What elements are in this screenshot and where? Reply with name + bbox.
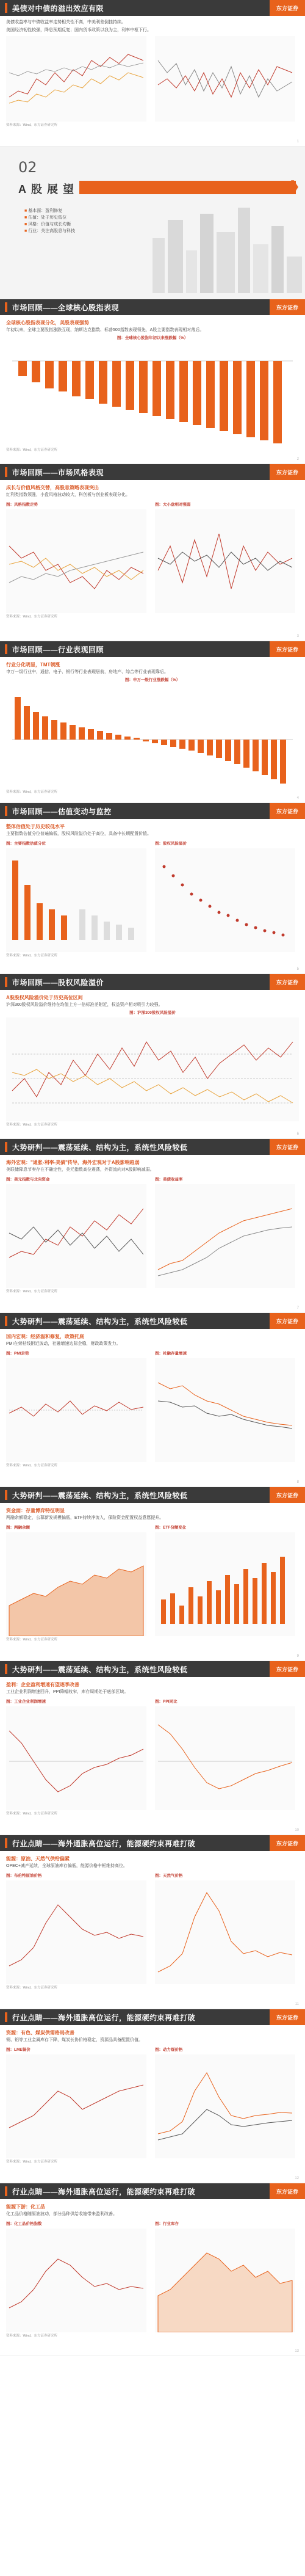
header-accent-bar xyxy=(5,977,7,987)
line-chart xyxy=(6,1358,146,1462)
bar-chart xyxy=(6,343,299,446)
paragraph: 两融余额稳定，公募新发规模偏低，ETF持续净流入，保险资金配置权益意愿提升。 xyxy=(6,1516,164,1520)
paragraph: 工业企业利润增速回升，PPI降幅收窄，库存周期处于底部区域。 xyxy=(6,1690,129,1694)
slide-header xyxy=(0,299,305,315)
source-note: 资料来源：Wind，东方证券研究所 xyxy=(6,790,58,794)
figure-caption: 图：社融存量增速 xyxy=(155,1352,187,1356)
section-banner xyxy=(79,181,296,194)
figure-caption: 图：工业企业利润增速 xyxy=(6,1700,46,1704)
paragraph: 美债收益率与中债收益率走势相关性不高，中美利差倒挂持续。 xyxy=(6,20,126,24)
section-number: 02 xyxy=(18,159,37,176)
header-accent-bar xyxy=(5,3,7,13)
bar-chart xyxy=(155,1532,295,1636)
paragraph: PMI在荣枯线附近波动，社融增速边际企稳，财政政策发力。 xyxy=(6,1342,121,1346)
figure-caption: 图：LME铜价 xyxy=(6,2048,30,2052)
brand-logo: 东方证券 xyxy=(270,2009,305,2025)
figure-caption: 图：PMI走势 xyxy=(6,1352,29,1356)
slide-title: 市场回顾——股权风险溢价 xyxy=(12,978,104,987)
slide-5 xyxy=(0,803,305,974)
slide-header xyxy=(0,974,305,990)
paragraph: OPEC+减产延续，全球原油库存偏低，能源价格中枢维持高位。 xyxy=(6,1864,127,1868)
page-number: 8 xyxy=(296,1480,299,1484)
slide-header xyxy=(0,803,305,819)
line-chart xyxy=(6,2054,146,2158)
slide-header xyxy=(0,0,305,16)
subheading: 资金面：存量博弈特征明显 xyxy=(6,1508,65,1513)
slide-title: 大势研判——震荡延续、结构为主，系统性风险较低 xyxy=(12,1143,188,1152)
brand-logo: 东方证券 xyxy=(270,1313,305,1329)
slide-header xyxy=(0,2183,305,2199)
line-chart xyxy=(155,2054,295,2158)
bar-chart xyxy=(6,848,146,952)
section-outline xyxy=(24,208,75,235)
city-skyline-image xyxy=(146,202,305,293)
page-number: 2 xyxy=(296,457,299,461)
page-number: 6 xyxy=(296,1132,299,1136)
figure-caption: 图：化工品价格指数 xyxy=(6,2222,42,2226)
figure-caption: 图：全球核心股指年初以来涨跌幅（%） xyxy=(117,336,188,340)
subheading: 能源：原油、天然气供给偏紧 xyxy=(6,1856,70,1861)
page-number: 3 xyxy=(296,635,299,638)
brand-logo: 东方证券 xyxy=(270,2183,305,2199)
line-chart xyxy=(6,1706,146,1810)
slide-2 xyxy=(0,299,305,464)
line-chart xyxy=(155,36,295,122)
slide-8 xyxy=(0,1313,305,1487)
page-number: 1 xyxy=(296,140,299,144)
figure-caption: 图：ETF份额变化 xyxy=(155,1526,187,1530)
header-accent-bar xyxy=(5,1664,7,1674)
source-note: 资料来源：Wind，东方证券研究所 xyxy=(6,615,58,619)
header-accent-bar xyxy=(5,302,7,312)
brand-logo: 东方证券 xyxy=(270,1487,305,1503)
brand-logo: 东方证券 xyxy=(270,641,305,657)
line-chart xyxy=(6,1880,146,1984)
page-number: 13 xyxy=(295,2349,299,2353)
slide-9 xyxy=(0,1487,305,1661)
slide-title: 大势研判——震荡延续、结构为主，系统性风险较低 xyxy=(12,1491,188,1500)
paragraph: 美联储降息节奏存在不确定性，美元指数高位震荡，外资流向对A股影响减弱。 xyxy=(6,1168,154,1172)
paragraph: 沪深300股权风险溢价维持在均值上方一倍标准差附近，权益资产相对吸引力较强。 xyxy=(6,1003,163,1007)
slide-header xyxy=(0,1835,305,1851)
figure-caption: 图：PPI同比 xyxy=(155,1700,178,1704)
header-accent-bar xyxy=(5,2186,7,2196)
outline-item: ■ 基本面：盈利修复 xyxy=(24,208,75,214)
outline-item: ■ 行业：关注高股息与科技 xyxy=(24,228,75,235)
page-number: 11 xyxy=(295,2003,299,2006)
paragraph: 年初以来，全球主要股指涨跌互现，纳斯达克指数、标普500指数表现领先，A股主要指数表现相对落后。 xyxy=(6,328,204,332)
figure-caption: 图：天然气价格 xyxy=(155,1874,183,1878)
line-chart xyxy=(155,1184,295,1288)
paragraph: 美国经济韧性较强，降息预期反复；国内货币政策以我为主，利率中枢下行。 xyxy=(6,28,151,32)
paragraph: 主要指数估值分位普遍偏低，股权风险溢价处于高位，具备中长期配置价值。 xyxy=(6,832,151,836)
line-chart xyxy=(155,509,295,613)
paragraph: 铜、铝等工业金属库存下降，煤炭长协价格稳定，资源品具备配置价值。 xyxy=(6,2038,143,2042)
subheading: 成长与价值风格交替，高股息策略表现突出 xyxy=(6,485,99,490)
brand-logo: 东方证券 xyxy=(270,299,305,315)
line-chart xyxy=(155,1706,295,1810)
subheading: 全球核心股指表现分化，美股表现强势 xyxy=(6,320,89,326)
slide-title: 市场回顾——估值变动与监控 xyxy=(12,807,112,816)
slide-header xyxy=(0,2009,305,2025)
subheading: 能源下游：化工品 xyxy=(6,2204,45,2210)
source-note: 资料来源：Wind，东方证券研究所 xyxy=(6,123,58,127)
slide-header xyxy=(0,1661,305,1677)
subheading: 整体估值处于历史较低水平 xyxy=(6,824,65,829)
header-accent-bar xyxy=(5,1490,7,1500)
header-accent-bar xyxy=(5,806,7,816)
slide-1 xyxy=(0,0,305,147)
slide-6 xyxy=(0,974,305,1139)
figure-caption: 图：主要指数估值分位 xyxy=(6,842,46,846)
source-note: 资料来源：Wind，东方证券研究所 xyxy=(6,2334,58,2338)
subheading: 盈利：企业盈利增速有望逐季改善 xyxy=(6,1682,79,1687)
header-accent-bar xyxy=(5,644,7,654)
slide-header xyxy=(0,641,305,657)
page-number: 5 xyxy=(296,967,299,971)
outline-item: ■ 估值：处于历史低位 xyxy=(24,214,75,221)
header-accent-bar xyxy=(5,1316,7,1326)
figure-caption: 图：动力煤价格 xyxy=(155,2048,183,2052)
subheading: A股股权风险溢价处于历史高位区间 xyxy=(6,995,83,1000)
slide-header xyxy=(0,1487,305,1503)
area-chart xyxy=(6,1532,146,1636)
brand-logo: 东方证券 xyxy=(270,0,305,16)
source-note: 资料来源：Wind，东方证券研究所 xyxy=(6,1986,58,1990)
brand-logo: 东方证券 xyxy=(270,1139,305,1155)
subheading: 国内宏观：经济温和修复，政策托底 xyxy=(6,1334,84,1339)
source-note: 资料来源：Wind，东方证券研究所 xyxy=(6,1638,58,1642)
section-title: A股展望 xyxy=(18,183,79,195)
subheading: 行业分化明显，TMT领涨 xyxy=(6,662,60,668)
slide-title: 行业点睛——海外通胀高位运行，能源硬约束再难打破 xyxy=(12,2013,196,2022)
slide-title: 市场回顾——全球核心股指表现 xyxy=(12,303,120,312)
figure-caption: 图：风格指数走势 xyxy=(6,503,38,507)
line-chart xyxy=(155,1358,295,1462)
line-chart xyxy=(6,36,146,122)
page-number: 7 xyxy=(296,1306,299,1310)
slide-title: 美债对中债的溢出效应有限 xyxy=(12,4,104,13)
slide-11 xyxy=(0,1835,305,2009)
chevron-right-icon: ❯ xyxy=(289,178,300,194)
slide-header xyxy=(0,464,305,480)
source-note: 资料来源：Wind，东方证券研究所 xyxy=(6,1812,58,1816)
line-chart xyxy=(155,1880,295,1984)
source-note: 资料来源：Wind，东方证券研究所 xyxy=(6,448,58,452)
figure-caption: 图：行业库存 xyxy=(155,2222,179,2226)
header-accent-bar xyxy=(5,467,7,477)
figure-caption: 图：美债收益率 xyxy=(155,1177,183,1182)
figure-caption: 图：沪深300股权风险溢价 xyxy=(129,1011,176,1015)
paragraph: 红利类指数领涨，小盘风格波动较大，科创板与创业板表现分化。 xyxy=(6,493,130,497)
slide-header xyxy=(0,1313,305,1329)
subheading: 海外宏观："通胀-利率-美债"传导，海外宏观对于A股影响趋弱 xyxy=(6,1160,140,1165)
line-chart xyxy=(6,2229,146,2332)
slide-title: 行业点睛——海外通胀高位运行，能源硬约束再难打破 xyxy=(12,1839,196,1848)
slide-header xyxy=(0,1139,305,1155)
source-note: 资料来源：Wind，东方证券研究所 xyxy=(6,2160,58,2164)
section-divider xyxy=(0,147,305,299)
figure-caption: 图：两融余额 xyxy=(6,1526,30,1530)
bar-chart xyxy=(6,685,299,788)
header-accent-bar xyxy=(5,1838,7,1848)
slide-title: 市场回顾——行业表现回顾 xyxy=(12,645,104,654)
outline-item: ■ 风格：价值与成长均衡 xyxy=(24,221,75,228)
brand-logo: 东方证券 xyxy=(270,803,305,819)
source-note: 资料来源：Wind，东方证券研究所 xyxy=(6,1290,58,1293)
page-number: 9 xyxy=(296,1654,299,1658)
slide-7 xyxy=(0,1139,305,1313)
line-chart xyxy=(6,1184,146,1288)
page-number: 4 xyxy=(296,796,299,800)
slide-12 xyxy=(0,2009,305,2183)
scatter-chart xyxy=(155,848,295,952)
slide-title: 市场回顾——市场风格表现 xyxy=(12,468,104,477)
brand-logo: 东方证券 xyxy=(270,464,305,480)
figure-caption: 图：股权风险溢价 xyxy=(155,842,187,846)
page-number: 10 xyxy=(295,1828,299,1832)
header-accent-bar xyxy=(5,1142,7,1152)
figure-caption: 图：布伦特原油价格 xyxy=(6,1874,42,1878)
slide-13 xyxy=(0,2183,305,2356)
brand-logo: 东方证券 xyxy=(270,1661,305,1677)
subheading: 资源：有色、煤炭供需格局改善 xyxy=(6,2030,74,2036)
area-chart xyxy=(155,2229,295,2332)
slide-4 xyxy=(0,641,305,803)
source-note: 资料来源：Wind，东方证券研究所 xyxy=(6,1123,58,1127)
brand-logo: 东方证券 xyxy=(270,1835,305,1851)
source-note: 资料来源：Wind，东方证券研究所 xyxy=(6,1464,58,1468)
figure-caption: 图：申万一级行业涨跌幅（%） xyxy=(124,678,181,682)
slide-3 xyxy=(0,464,305,641)
figure-caption: 图：美元指数与北向资金 xyxy=(6,1177,50,1182)
slide-title: 大势研判——震荡延续、结构为主，系统性风险较低 xyxy=(12,1665,188,1674)
slide-title: 行业点睛——海外通胀高位运行，能源硬约束再难打破 xyxy=(12,2187,196,2196)
paragraph: 申万一级行业中，通信、电子、银行等行业表现居前，房地产、综合等行业表现靠后。 xyxy=(6,670,168,674)
header-accent-bar xyxy=(5,2012,7,2022)
brand-logo: 东方证券 xyxy=(270,974,305,990)
line-chart xyxy=(6,1017,299,1121)
figure-caption: 图：大小盘相对强弱 xyxy=(155,503,191,507)
slide-title: 大势研判——震荡延续、结构为主，系统性风险较低 xyxy=(12,1317,188,1326)
slide-10 xyxy=(0,1661,305,1835)
line-chart xyxy=(6,509,146,613)
paragraph: 化工品价格随原油波动，部分品种供给收缩带来盈利改善。 xyxy=(6,2212,117,2216)
page-number: 12 xyxy=(295,2177,299,2180)
source-note: 资料来源：Wind，东方证券研究所 xyxy=(6,954,58,958)
